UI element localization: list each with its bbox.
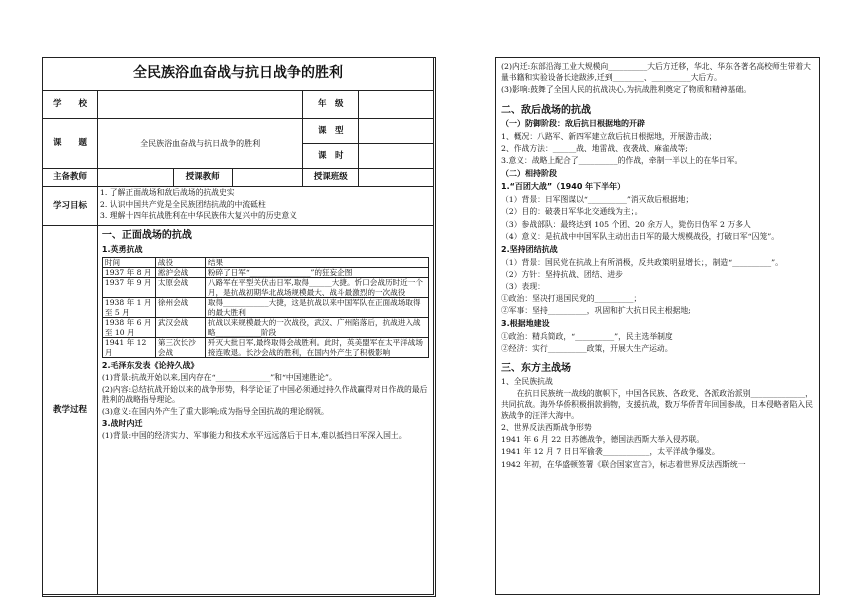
battle-name: 徐州会战 bbox=[155, 298, 205, 318]
topic-value: 全民族浴血奋战与抗日战争的胜利 bbox=[97, 119, 302, 169]
section-heading: 二、敌后战场的抗战 bbox=[501, 105, 591, 117]
goals-label: 学习目标 bbox=[43, 187, 98, 226]
text-line: 1942 年初，在华盛顿签署《联合国家宣言》，标志着世界反法西斯统一 bbox=[501, 459, 746, 469]
subsection-heading: 2.坚持团结抗战 bbox=[501, 244, 558, 254]
lesson-plan-table bbox=[42, 57, 434, 595]
text-line: ②军事：坚持__________，巩固和扩大抗日民主根据地; bbox=[501, 305, 691, 315]
right-page bbox=[495, 57, 820, 595]
text-line: 1、概况：八路军、新四军建立敌后抗日根据地，开展游击战； bbox=[501, 132, 717, 142]
battles-table bbox=[102, 257, 429, 359]
text-line: ①政治：精兵简政，“__________”，民主选举制度 bbox=[501, 331, 673, 341]
text-line: (3)影响:鼓舞了全国人民的抗战决心,为抗战胜利奠定了物质和精神基础。 bbox=[501, 85, 752, 95]
battle-name: 武汉会战 bbox=[155, 318, 205, 338]
grade-value[interactable] bbox=[359, 91, 434, 119]
goals-list bbox=[97, 187, 433, 226]
topic-label: 课 题 bbox=[43, 119, 98, 169]
text-line: 1941 年 12 月 7 日日军偷袭____________，太平洋战争爆发。 bbox=[501, 447, 720, 457]
goal-item: 1. 了解正面战场和敌后战场的抗战史实 bbox=[99, 188, 235, 197]
col-header-time: 时间 bbox=[102, 257, 155, 267]
text-line: 在抗日民族统一战线的旗帜下，中国各民族、各政党、各派政治派别______________，共同抗敌。海外华侨积极捐款捐物，支援抗战，数万华侨青年回国参战，日本侵略者陷入民族战争的汪洋大海中。 bbox=[501, 389, 813, 421]
teacher-value[interactable] bbox=[232, 169, 303, 187]
col-header-result: 结果 bbox=[205, 257, 428, 267]
battle-time: 1941 年 12 月 bbox=[102, 338, 155, 358]
text-line: (3)意义:在国内外产生了重大影响;成为指导全国抗战的理论纲领。 bbox=[101, 406, 329, 416]
subsection-heading: 3.根据地建设 bbox=[501, 318, 550, 328]
section-heading: 一、正面战场的抗战 bbox=[101, 230, 192, 241]
text-line: （3）表现： bbox=[501, 281, 545, 291]
battle-name: 第三次长沙会战 bbox=[155, 338, 205, 358]
phase-heading: （一）防御阶段：敌后抗日根据地的开辟 bbox=[501, 119, 645, 129]
text-line: ②经济：实行__________政策，开展大生产运动。 bbox=[501, 344, 673, 353]
battle-time: 1938 年 1 月至 5 月 bbox=[102, 298, 155, 318]
battle-time: 1937 年 8 月 bbox=[102, 267, 155, 277]
lead-teacher-value[interactable] bbox=[97, 169, 173, 187]
table-row bbox=[102, 278, 428, 298]
school-value[interactable] bbox=[97, 91, 302, 119]
process-content bbox=[97, 226, 433, 595]
text-line: ①政治：坚决打退国民党的__________； bbox=[501, 293, 642, 303]
table-row bbox=[102, 298, 428, 318]
phase-heading: （二）相持阶段 bbox=[501, 169, 557, 179]
text-line: （3）参战部队：最终达到 105 个团、20 余万人，毙伤日伪军 2 万多人 bbox=[501, 219, 751, 229]
class-label: 授课班级 bbox=[303, 169, 359, 187]
hours-label: 课 时 bbox=[303, 144, 359, 169]
type-label: 课 型 bbox=[303, 119, 359, 144]
text-line: 3.意义：战略上配合了__________的作战，牵制一半以上的在华日军。 bbox=[501, 156, 743, 166]
battle-result: 粉碎了日军“________________”的狂妄企图 bbox=[205, 267, 428, 277]
text-line: （1）背景：国民党在抗战上有所消极，反共政策明显增长；，制造“__________”。 bbox=[501, 257, 783, 267]
battle-result: 抗战以来规模最大的一次战役，武汉、广州陷落后，抗战进入战略____________阶段 bbox=[205, 318, 428, 338]
battle-time: 1938 年 6 月至 10 月 bbox=[102, 318, 155, 338]
lead-teacher-label: 主备教师 bbox=[43, 169, 98, 187]
text-line: （4）意义：是抗战中中国军队主动出击日军的最大规模战役，打破日军“囚笼”。 bbox=[501, 231, 780, 241]
subsection-heading: 2.毛泽东发表《论持久战》 bbox=[101, 361, 199, 371]
hours-value[interactable] bbox=[359, 144, 434, 169]
text-line: 2、世界反法西斯战争形势 bbox=[501, 423, 592, 433]
text-line: (2)内容:总结抗战开始以来的战争形势，科学论证了中国必须通过持久作战赢得对日作战的最后胜利的战略指导理论。 bbox=[101, 384, 428, 405]
class-value[interactable] bbox=[359, 169, 434, 187]
battle-result: 八路军在平型关伏击日军,取得______大捷。忻口会战历时近一个月，是抗战初期华北战场规模最大、战斗最激烈的一次战役 bbox=[205, 278, 428, 298]
table-row bbox=[102, 267, 428, 277]
text-line: (2)内迁:东部沿海工业大规模向__________大后方迁移，华北、华东各著名高校师生带着大量书籍和实验设备长途跋涉,迁到________、__________大后方。 bbox=[501, 62, 811, 83]
col-header-battle: 战役 bbox=[155, 257, 205, 267]
subsection-heading: 3.战时内迁 bbox=[101, 419, 143, 429]
text-line: （2）目的：破袭日军华北交通线为主；。 bbox=[501, 207, 643, 217]
text-line: (1)背景:抗战开始以来,国内存在“______________”和“中国速胜论”。 bbox=[101, 373, 337, 383]
battle-result: 歼灭大批日军,最终取得会战胜利。此时，英美盟军在太平洋战场接连败退。长沙会战的胜利，在国内外产生了积极影响 bbox=[205, 338, 428, 358]
page-title: 全民族浴血奋战与抗日战争的胜利 bbox=[43, 58, 434, 91]
battle-name: 淞沪会战 bbox=[155, 267, 205, 277]
goal-item: 3. 理解十四年抗战胜利在中华民族伟大复兴中的历史意义 bbox=[99, 211, 297, 221]
subsection-heading: 1.英勇抗战 bbox=[101, 244, 143, 254]
text-line: (1)背景:中国的经济实力、军事能力和技术水平远远落后于日本,难以抵挡日军深入国土。 bbox=[101, 431, 407, 441]
teacher-label: 授课教师 bbox=[173, 169, 232, 187]
left-page bbox=[42, 57, 436, 597]
section-heading: 三、东方主战场 bbox=[501, 363, 571, 375]
process-label: 教学过程 bbox=[43, 226, 98, 595]
text-line: 1、全民族抗战 bbox=[501, 377, 553, 387]
text-line: （1）背景：日军图谋以“__________”消灭敌后根据地； bbox=[501, 195, 694, 205]
school-label: 学 校 bbox=[43, 91, 98, 119]
subsection-heading: 1.“百团大战”（1940 年下半年） bbox=[501, 182, 626, 192]
battle-result: 取得____________大捷，这是抗战以来中国军队在正面战场取得的最大胜利 bbox=[205, 298, 428, 318]
text-line: 1941 年 6 月 22 日苏德战争，德国法西斯大举入侵苏联。 bbox=[501, 435, 705, 445]
battle-name: 太原会战 bbox=[155, 278, 205, 298]
table-row bbox=[102, 318, 428, 338]
text-line: （2）方针：坚持抗战、团结、进步 bbox=[501, 269, 623, 279]
type-value[interactable] bbox=[359, 119, 434, 144]
grade-label: 年 级 bbox=[303, 91, 359, 119]
goal-item: 2. 认识中国共产党是全民族团结抗战的中流砥柱 bbox=[99, 199, 266, 209]
table-row bbox=[102, 338, 428, 358]
battle-time: 1937 年 9 月 bbox=[102, 278, 155, 298]
text-line: 2、作战方法：______战、地雷战、夜袭战、麻雀战等; bbox=[501, 144, 688, 154]
